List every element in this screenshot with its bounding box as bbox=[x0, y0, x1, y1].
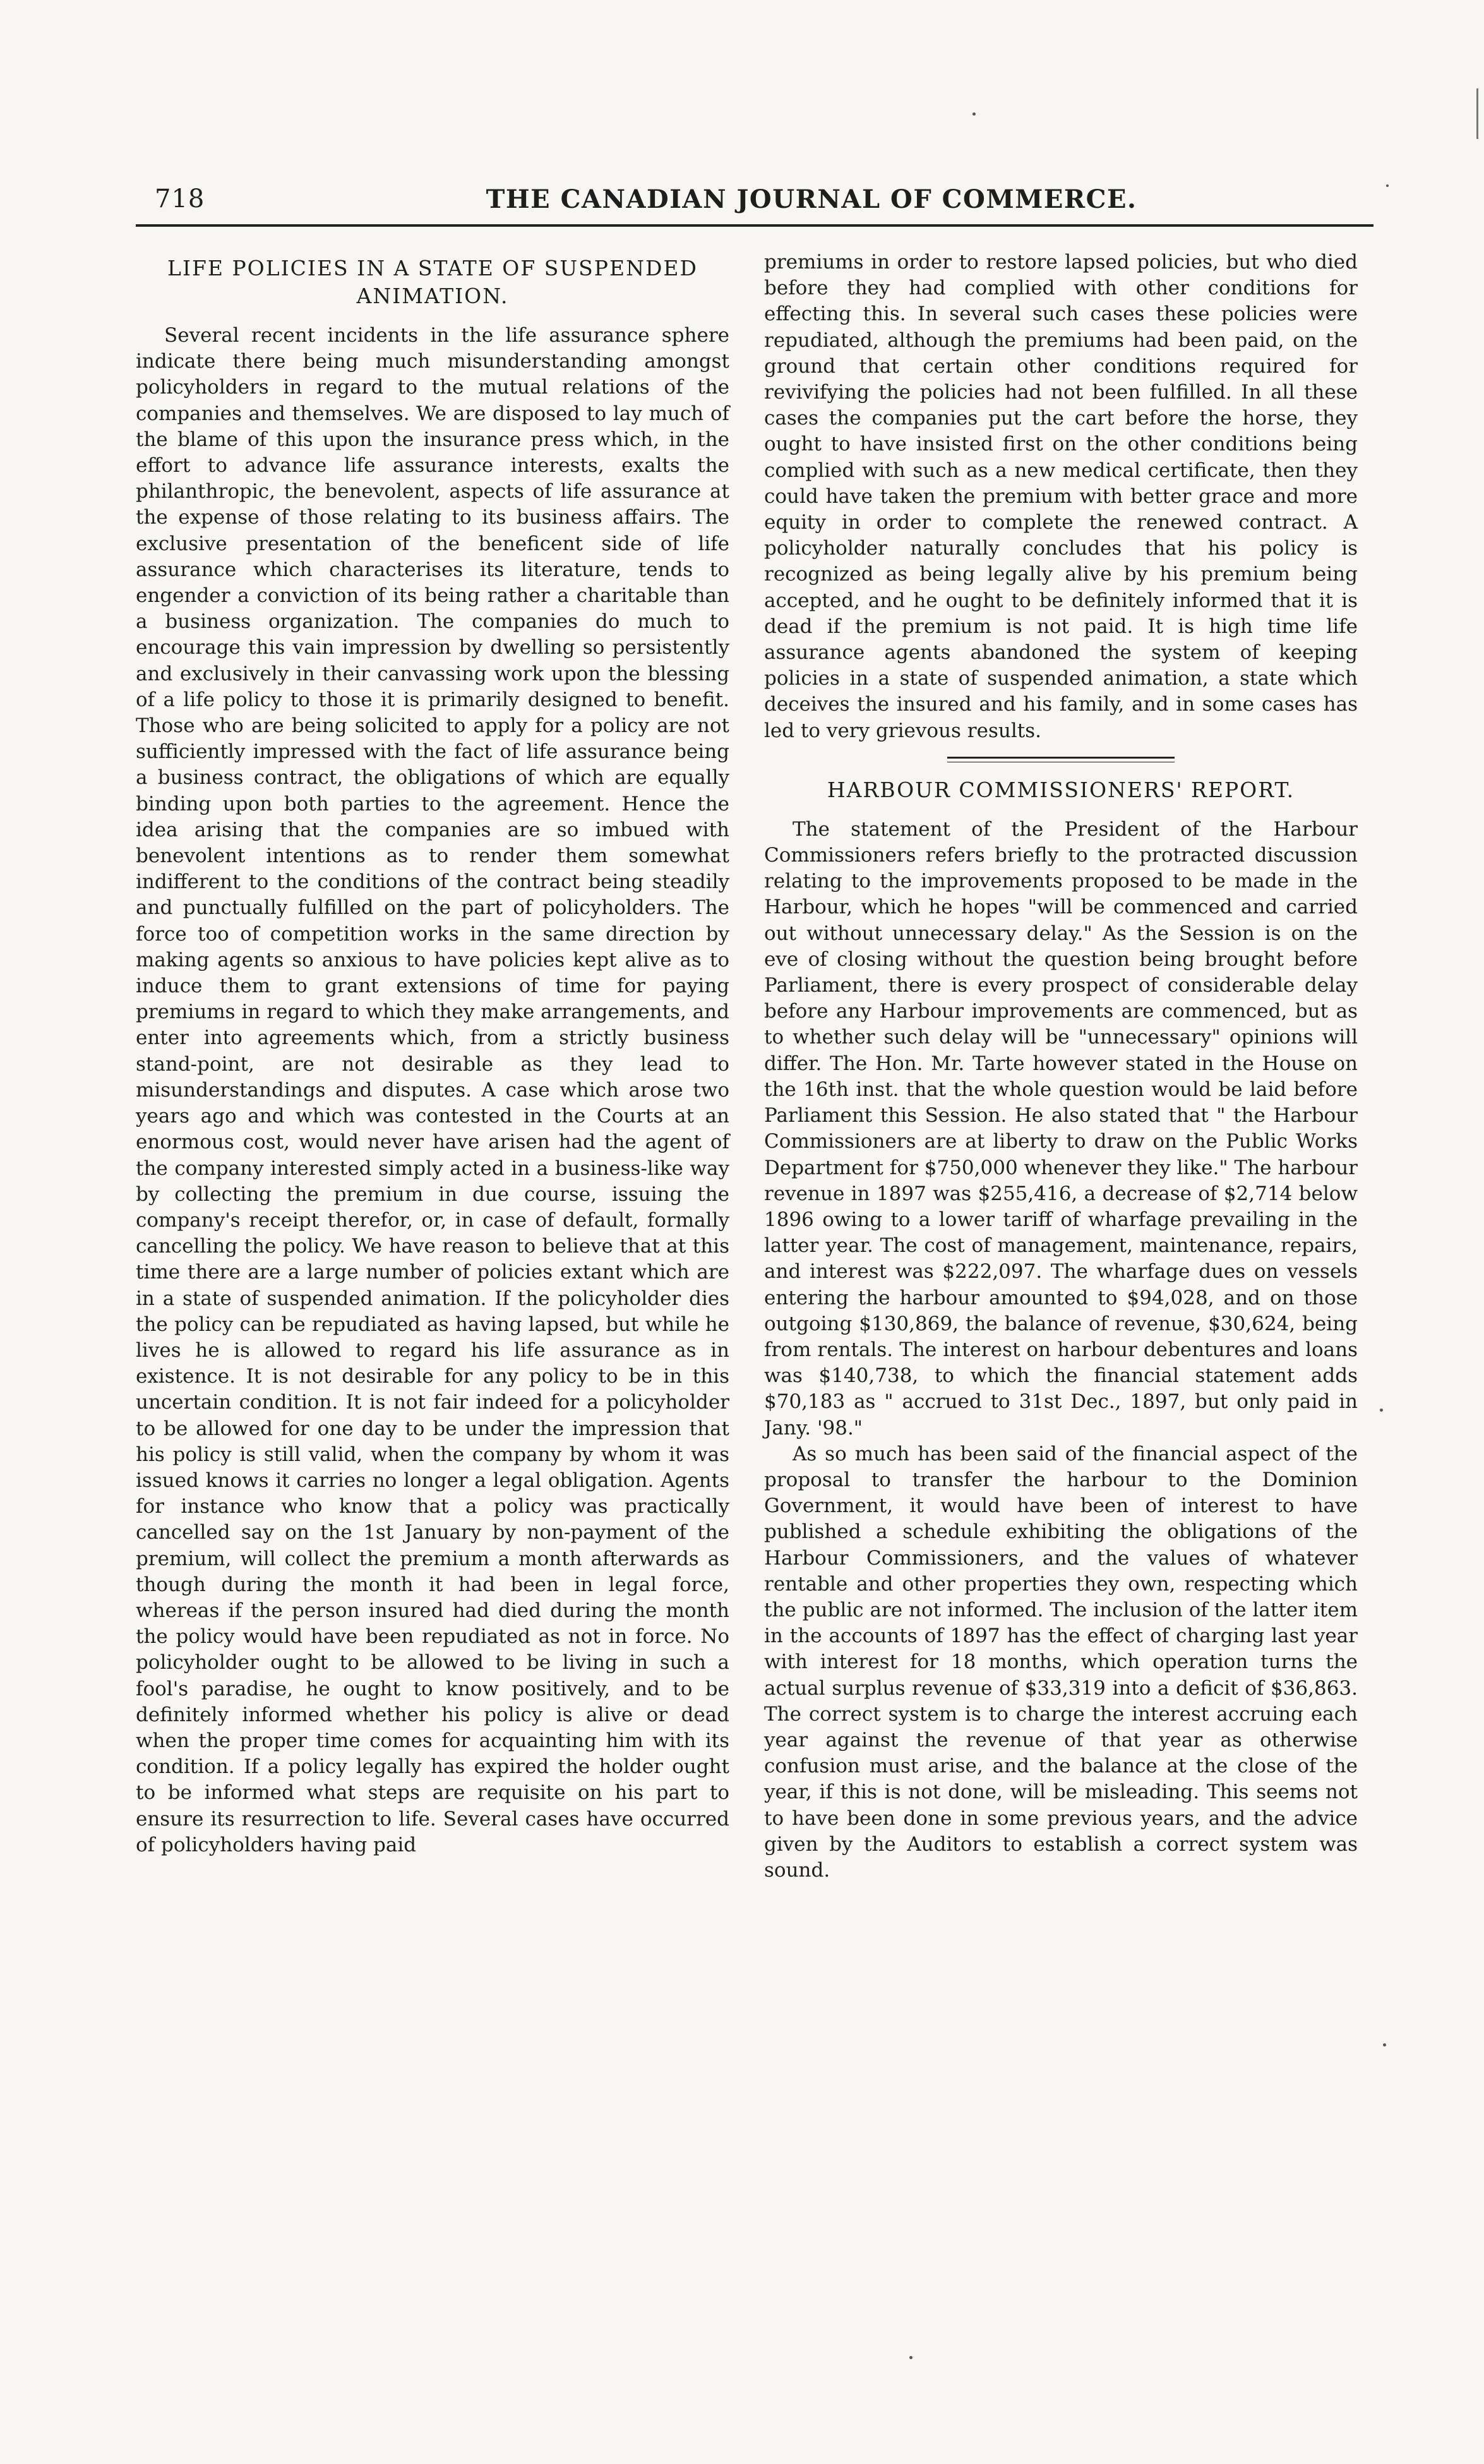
paragraph: Several recent incidents in the life assurance sphere indicate there being much misunderstanding amongst policyholders in regard to the mutual relations of the companies and themselves. We are disposed to lay much of the blame of this upon the insurance press which, in the effort to advance life assurance interests, exalts the philanthropic, the benevolent, aspects of life assurance at the expense of those relating to its business affairs. The exclusive presentation of the beneficent side of life assurance which characterises its literature, tends to engender a conviction of its being rather a charitable than a business organization. The companies do much to encourage this vain impression by dwelling so persistently and exclusively in their canvassing work upon the blessing of a life policy to those it is primarily designed to benefit. Those who are being solicited to apply for a policy are not sufficiently impressed with the fact of life assurance being a business contract, the obligations of which are equally binding upon both parties to the agreement. Hence the idea arising that the companies are so imbued with benevolent intentions as to render them somewhat indifferent to the conditions of the contract being steadily and punctually fulfilled on the part of policyholders. The force too of competition works in the same direction by making agents so anxious to have policies kept alive as to induce them to grant extensions of time for paying premiums in regard to which they make arrangements, and enter into agreements which, from a strictly business stand-point, are not desirable as they lead to misunderstandings and disputes. A case which arose two years ago and which was contested in the Courts at an enormous cost, would never have arisen had the agent of the company interested simply acted in a business-like way by collecting the premium in due course, issuing the company's receipt therefor, or, in case of default, formally cancelling the policy. We have reason to believe that at this time there are a large number of policies extant which are in a state of suspended animation. If the policyholder dies the policy can be repudiated as having lapsed, but while he lives he is allowed to regard his life assurance as in existence. It is not desirable for any policy to be in this uncertain condition. It is not fair indeed for a policyholder to be allowed for one day to be under the impression that his policy is still valid, when the company by whom it was issued knows it carries no longer a legal obligation. Agents for instance who know that a policy was practically cancelled say on the 1st January by non-payment of the premium, will collect the premium a month afterwards as though during the month it had been in legal force, whereas if the person insured had died during the month the policy would have been repudiated as not in force. No policyholder ought to be allowed to be living in such a fool's paradise, he ought to know positively, and to be definitely informed whether his policy is alive or dead when the proper time comes for acquainting him with its condition. If a policy legally has expired the holder ought to be informed what steps are requisite on his part to ensure its resurrection to life. Several cases have occurred of policyholders having paid bbox=[136, 324, 729, 1856]
paragraph: As so much has been said of the financial aspect of the proposal to transfer the harbour to the Dominion Government, it would have been of interest to have published a schedule exhibiting the obligations of the Harbour Commissioners, and the values of whatever rentable and other properties they own, respecting which the public are not informed. The inclusion of the latter item in the accounts of 1897 has the effect of charging last year with interest for 18 months, which operation turns the actual surplus revenue of $33,319 into a deficit of $36,863. The correct system is to charge the interest accruing each year against the revenue of that year as otherwise confusion must arise, and the balance at the close of the year, if this is not done, will be misleading. This seems not to have been done in some previous years, and the advice given by the Auditors to establish a correct system was sound. bbox=[764, 1442, 1358, 1882]
paper-speck bbox=[909, 2356, 913, 2359]
article-body-life-policies bbox=[136, 323, 729, 1858]
page-number: 718 bbox=[155, 184, 205, 213]
journal-title: THE CANADIAN JOURNAL OF COMMERCE. bbox=[486, 184, 1137, 214]
paper-speck bbox=[1383, 2043, 1386, 2046]
paragraph: The statement of the President of the Harbour Commissioners refers briefly to the protracted discussion relating to the improvements proposed to be made in the Harbour, which he hopes "will be commenced and carried out without unnecessary delay." As the Session is on the eve of closing without the question being brought before Parliament, there is every prospect of considerable delay before any Harbour improvements are commenced, but as to whether such delay will be "unnecessary" opinions will differ. The Hon. Mr. Tarte however stated in the House on the 16th inst. that the whole question would be laid before Parliament this Session. He also stated that " the Harbour Commissioners are at liberty to draw on the Public Works Department for $750,000 whenever they like." The harbour revenue in 1897 was $255,416, a decrease of $2,714 below 1896 owing to a lower tariff of wharfage prevailing in the latter year. The cost of management, maintenance, repairs, and interest was $222,097. The wharfage dues on vessels entering the harbour amounted to $94,028, and on those outgoing $130,869, the balance of revenue, $30,624, being from rentals. The interest on harbour debentures and loans was $140,738, to which the financial statement adds $70,183 as " accrued to 31st Dec., 1897, but only paid in Jany. '98." bbox=[764, 817, 1358, 1439]
page-edge-mark bbox=[1476, 88, 1478, 139]
article-title-harbour-commissioners: HARBOUR COMMISSIONERS' REPORT. bbox=[827, 777, 1295, 802]
article-title-life-policies: LIFE POLICIES IN A STATE OF SUSPENDED ANIMATION. bbox=[167, 256, 698, 308]
right-column bbox=[764, 249, 1358, 1884]
article-divider bbox=[947, 757, 1175, 762]
paragraph: premiums in order to restore lapsed policies, but who died before they had complied with other conditions for effecting this. In several such cases these policies were repudiated, although the premiums had been paid, on the ground that certain other conditions required for revivifying the policies had not been fulfilled. In all these cases the companies put the cart before the horse, they ought to have insisted first on the other conditions being complied with such as a new medical certificate, then they could have taken the premium with better grace and more equity in order to complete the renewed contract. A policyholder naturally concludes that his policy is recognized as being legally alive by his premium being accepted, and he ought to be definitely informed that it is dead if the premium is not paid. It is high time life assurance agents abandoned the system of keeping policies in a state of suspended animation, a state which deceives the insured and his family, and in some cases has led to very grievous results. bbox=[764, 251, 1358, 742]
left-column bbox=[136, 249, 729, 1858]
paper-speck bbox=[1386, 184, 1389, 187]
paper-speck bbox=[972, 112, 976, 116]
paper-speck bbox=[1380, 1409, 1383, 1412]
header-rule bbox=[136, 224, 1373, 227]
article-body-life-policies-continued bbox=[764, 249, 1358, 744]
article-body-harbour-commissioners bbox=[764, 817, 1358, 1884]
